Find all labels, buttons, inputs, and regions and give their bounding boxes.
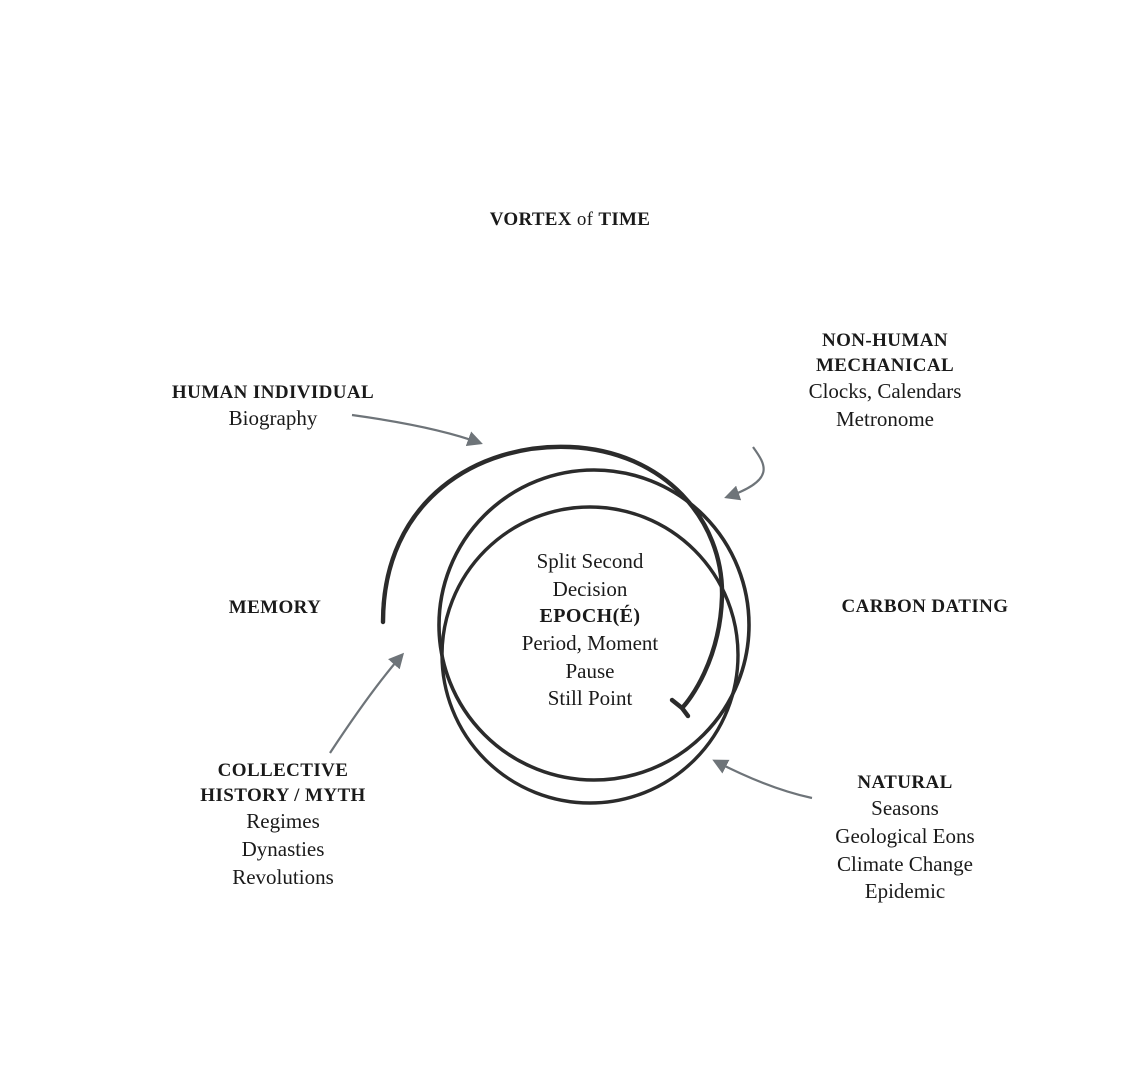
label-human-individual-heading: HUMAN INDIVIDUAL xyxy=(171,382,375,403)
label-human-individual xyxy=(148,380,398,433)
core-line-epoch: EPOCH(É) xyxy=(539,605,641,628)
title-word-time: TIME xyxy=(598,209,651,230)
core-line-period-moment: Period, Moment xyxy=(521,630,659,655)
label-collective-history-myth xyxy=(148,758,418,891)
label-natural-heading: NATURAL xyxy=(857,772,953,793)
title-word-of: of xyxy=(576,209,594,230)
label-natural-item-3: Epidemic xyxy=(864,879,946,904)
core-line-pause: Pause xyxy=(565,658,615,683)
title-word-vortex: VORTEX xyxy=(489,209,572,230)
label-collective-heading-line-2: HISTORY / MYTH xyxy=(200,785,366,807)
core-term-list xyxy=(440,548,740,713)
label-natural-item-1: Geological Eons xyxy=(835,823,975,848)
label-non-human-heading-line-1: NON-HUMAN xyxy=(821,330,949,351)
label-memory-heading: MEMORY xyxy=(228,597,322,618)
core-line-still-point: Still Point xyxy=(547,686,633,711)
label-collective-item-0: Regimes xyxy=(246,809,320,834)
label-human-individual-item-0: Biography xyxy=(228,406,318,431)
label-non-human-heading-line-2: MECHANICAL xyxy=(815,355,955,377)
label-collective-item-2: Revolutions xyxy=(232,864,334,889)
core-line-decision: Decision xyxy=(552,576,628,601)
label-collective-heading-line-1: COLLECTIVE xyxy=(217,760,349,781)
label-memory xyxy=(150,595,400,620)
label-natural-item-2: Climate Change xyxy=(837,851,973,876)
label-non-human-item-0: Clocks, Calendars xyxy=(808,379,962,404)
label-collective-item-1: Dynasties xyxy=(241,836,325,861)
label-non-human-item-1: Metronome xyxy=(836,406,934,431)
label-natural xyxy=(780,770,1030,906)
label-carbon-dating xyxy=(800,594,1050,619)
label-carbon-dating-heading: CARBON DATING xyxy=(841,596,1009,617)
label-non-human-mechanical xyxy=(760,328,1010,434)
core-line-split-second: Split Second xyxy=(536,549,644,573)
arrow-non-human-mechanical xyxy=(727,447,764,497)
label-natural-item-0: Seasons xyxy=(871,796,939,821)
arrow-collective-history xyxy=(330,655,402,753)
